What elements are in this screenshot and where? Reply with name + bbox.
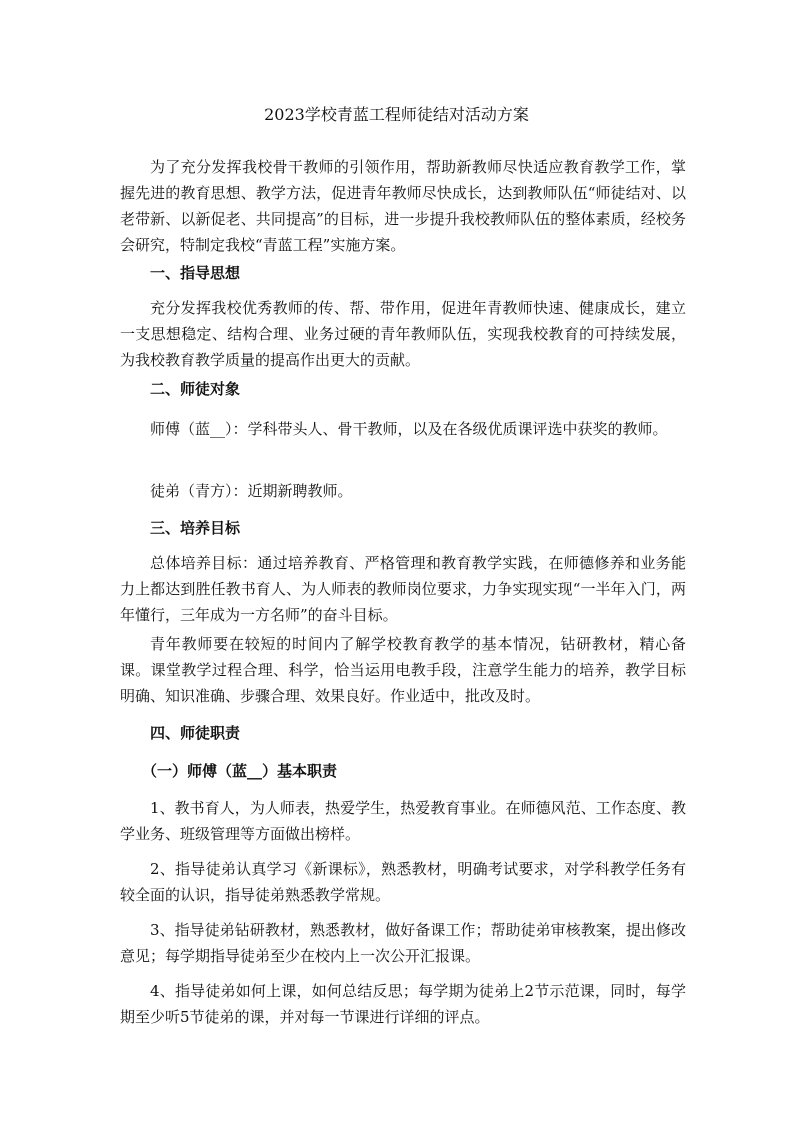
duty-item-1: 1、教书育人，为人师表，热爱学生，热爱教育事业。在师德风范、工作态度、教学业务、班级管理等方面做出榜样。 (120, 799, 686, 843)
section-heading-training-goals: 三、培养目标 (150, 519, 241, 537)
overall-goal-paragraph: 总体培养目标：通过培养教育、严格管理和教育教学实践，在师德修养和业务能力上都达到胜任教书育人、为人师表的教师岗位要求，力争实现实现“一半年入门，两年懂行，三年成为一方名师”的奋斗目标。 (120, 554, 686, 624)
apprentice-definition-paragraph: 徒弟（青方）：近期新聘教师。 (150, 482, 353, 500)
duty-item-3: 3、指导徒弟钻研教材，熟悉教材，做好备课工作；帮助徒弟审核教案，提出修改意见；每学期指导徒弟至少在校内上一次公开汇报课。 (120, 921, 686, 965)
section-heading-guiding-thought: 一、指导思想 (150, 264, 241, 282)
young-teacher-goal-paragraph: 青年教师要在较短的时间内了解学校教育教学的基本情况，钻研教材，精心备课。课堂教学过程合理、科学，恰当运用电教手段，注意学生能力的培养，教学目标明确、知识准确、步骤合理、效果良好。作业适中，批改及时。 (120, 635, 686, 705)
document-title: 2023学校青蓝工程师徒结对活动方案 (264, 105, 529, 124)
section-heading-duties: 四、师徒职责 (150, 724, 241, 742)
duty-item-2: 2、指导徒弟认真学习《新课标》，熟悉教材，明确考试要求，对学科教学任务有较全面的认识，指导徒弟熟悉教学常规。 (120, 860, 686, 904)
duty-item-4: 4、指导徒弟如何上课，如何总结反思；每学期为徒弟上2节示范课，同时，每学期至少听5节徒弟的课，并对每一节课进行详细的评点。 (120, 982, 686, 1026)
mentor-definition-paragraph: 师傅（蓝__）：学科带头人、骨干教师，以及在各级优质课评选中获奖的教师。 (150, 420, 668, 438)
subsection-heading-mentor-duties: （一）师傅（蓝__）基本职责 (142, 762, 338, 780)
intro-paragraph: 为了充分发挥我校骨干教师的引领作用，帮助新教师尽快适应教育教学工作，掌握先进的教育思想、教学方法，促进青年教师尽快成长，达到教师队伍“师徒结对、以老带新、以新促老、共同提高”的目标，进一步提升我校教师队伍的整体素质，经校务会研究，特制定我校“青蓝工程”实施方案。 (120, 158, 686, 254)
section-heading-mentor-targets: 二、师徒对象 (150, 380, 241, 398)
guiding-thought-paragraph: 充分发挥我校优秀教师的传、帮、带作用，促进年青教师快速、健康成长，建立一支思想稳定、结构合理、业务过硬的青年教师队伍，实现我校教育的可持续发展，为我校教育教学质量的提高作出更大的贡献。 (120, 299, 686, 369)
